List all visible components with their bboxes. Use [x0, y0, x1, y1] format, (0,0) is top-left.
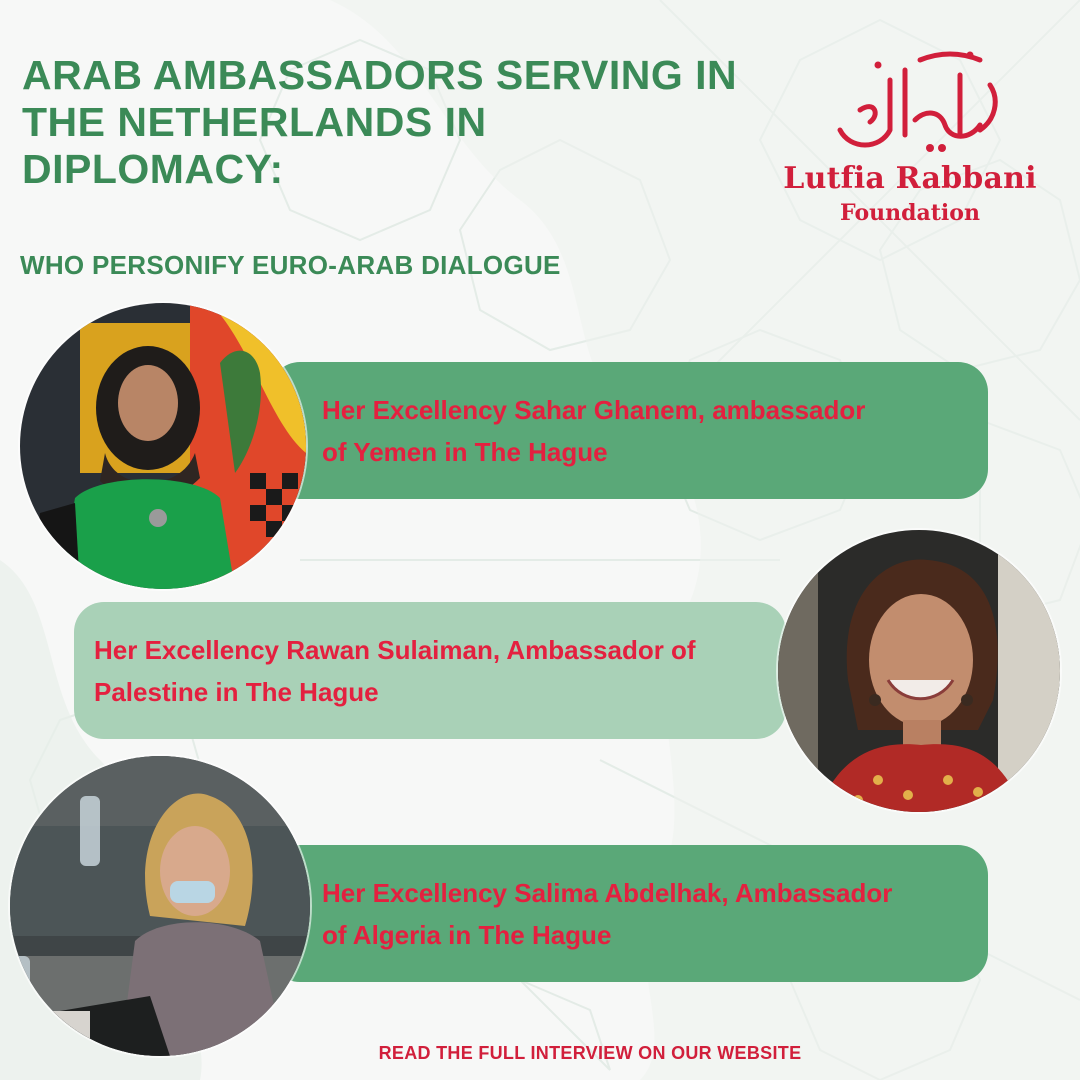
- caption-line-1: Her Excellency Sahar Ghanem, ambassador: [322, 394, 866, 425]
- caption-line-2: Palestine in The Hague: [94, 676, 379, 707]
- title-line-2: THE NETHERLANDS IN: [22, 99, 487, 145]
- caption-line-1: Her Excellency Salima Abdelhak, Ambassador: [322, 877, 893, 908]
- portrait-rawan-sulaiman: [778, 530, 1060, 812]
- caption-line-1: Her Excellency Rawan Sulaiman, Ambassador of: [94, 634, 696, 665]
- ambassador-caption: [322, 872, 892, 956]
- portrait-salima-abdelhak: [10, 756, 310, 1056]
- title-line-1: ARAB AMBASSADORS SERVING IN: [22, 52, 738, 98]
- foundation-logo: [780, 40, 1040, 230]
- page-title: [22, 52, 802, 193]
- foundation-subname: Foundation: [840, 200, 980, 226]
- portrait-photo: [778, 530, 1060, 812]
- portrait-photo: [20, 303, 306, 589]
- portrait-photo: [10, 756, 310, 1056]
- foundation-name: Lutfia Rabbani: [783, 161, 1037, 196]
- ambassador-caption: [94, 629, 696, 713]
- read-interview-link[interactable]: READ THE FULL INTERVIEW ON OUR WEBSITE: [378, 1043, 802, 1063]
- ambassador-caption: [322, 389, 865, 473]
- portrait-sahar-ghanem: [20, 303, 306, 589]
- caption-line-2: of Algeria in The Hague: [322, 919, 612, 950]
- title-line-3: DIPLOMACY:: [22, 146, 284, 192]
- caption-line-2: of Yemen in The Hague: [322, 436, 608, 467]
- arabic-calligraphy-logo: [820, 40, 1010, 160]
- ambassador-card-palestine: [74, 602, 786, 739]
- ambassador-card-yemen: [270, 362, 988, 499]
- page-subtitle: WHO PERSONIFY EURO-ARAB DIALOGUE: [20, 250, 561, 280]
- ambassador-card-algeria: [270, 845, 988, 982]
